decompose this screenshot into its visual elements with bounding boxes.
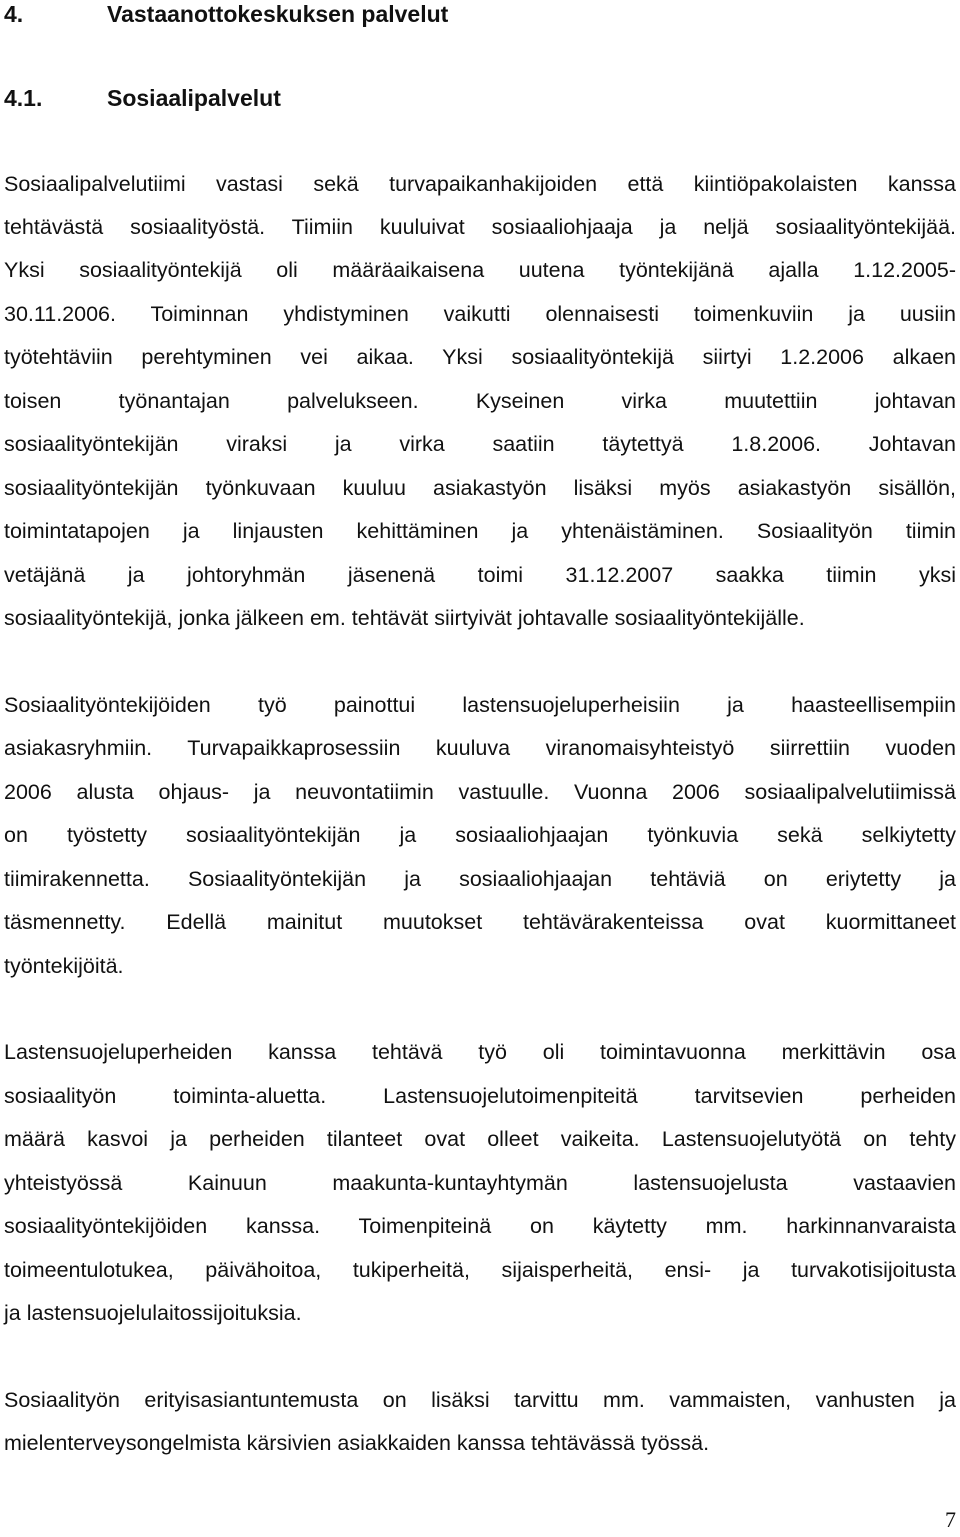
text-line: 2006 alusta ohjaus- ja neuvontatiimin vastuulle. Vuonna 2006 sosiaalipalvelutiimissä <box>4 780 956 804</box>
text-line: vetäjänä ja johtoryhmän jäsenenä toimi 31.12.2007 saakka tiimin yksi <box>4 563 956 587</box>
text-line: sosiaalityön toiminta-aluetta. Lastensuojelutoimenpiteitä tarvitsevien perheiden <box>4 1084 956 1108</box>
section-number: 4.1. <box>4 85 43 111</box>
text-line: työtehtäviin perehtyminen vei aikaa. Yksi sosiaalityöntekijä siirtyi 1.2.2006 alkaen <box>4 345 956 369</box>
text-line: on työstetty sosiaalityöntekijän ja sosiaaliohjaajan työnkuvia sekä selkiytetty <box>4 823 956 847</box>
text-line: toisen työnantajan palvelukseen. Kyseinen virka muutettiin johtavan <box>4 389 956 413</box>
text-line: toimeentulotukea, päivähoitoa, tukiperheitä, sijaisperheitä, ensi- ja turvakotisijoitusta <box>4 1258 956 1282</box>
text-line: sosiaalityöntekijöiden kanssa. Toimenpiteinä on käytetty mm. harkinnanvaraista <box>4 1214 956 1238</box>
text-line: tiimirakennetta. Sosiaalityöntekijän ja sosiaaliohjaajan tehtäviä on eriytetty ja <box>4 867 956 891</box>
section-title: Sosiaalipalvelut <box>107 85 281 111</box>
text-line: toimintatapojen ja linjausten kehittäminen ja yhtenäistäminen. Sosiaalityön tiimin <box>4 519 956 543</box>
chapter-number: 4. <box>4 1 24 27</box>
page-number: 7 <box>945 1507 956 1532</box>
chapter-title: Vastaanottokeskuksen palvelut <box>107 1 449 27</box>
text-line: mielenterveysongelmista kärsivien asiakkaiden kanssa tehtävässä työssä. <box>4 1431 710 1455</box>
text-line: Sosiaalityöntekijöiden työ painottui lastensuojeluperheisiin ja haasteellisempiin <box>4 693 956 717</box>
text-line: yhteistyössä Kainuun maakunta-kuntayhtymän lastensuojelusta vastaavien <box>4 1171 956 1195</box>
text-line: tehtävästä sosiaalityöstä. Tiimiin kuuluivat sosiaaliohjaaja ja neljä sosiaalityöntekijää. <box>4 215 956 239</box>
section-heading <box>4 84 281 112</box>
text-line: Sosiaalipalvelutiimi vastasi sekä turvapaikanhakijoiden että kiintiöpakolaisten kanssa <box>4 172 956 196</box>
text-line: sosiaalityöntekijän työnkuvaan kuuluu asiakastyön lisäksi myös asiakastyön sisällön, <box>4 476 956 500</box>
text-line: täsmennetty. Edellä mainitut muutokset tehtävärakenteissa ovat kuormittaneet <box>4 910 956 934</box>
text-line: sosiaalityöntekijän viraksi ja virka saatiin täytettyä 1.8.2006. Johtavan <box>4 432 956 456</box>
chapter-heading <box>4 0 449 28</box>
text-line: 30.11.2006. Toiminnan yhdistyminen vaikutti olennaisesti toimenkuviin ja uusiin <box>4 302 956 326</box>
text-line: Yksi sosiaalityöntekijä oli määräaikaisena uutena työntekijänä ajalla 1.12.2005- <box>4 258 956 282</box>
text-line: työntekijöitä. <box>4 954 124 978</box>
text-line: sosiaalityöntekijä, jonka jälkeen em. tehtävät siirtyivät johtavalle sosiaalityöntekijälle. <box>4 606 805 630</box>
text-line: Lastensuojeluperheiden kanssa tehtävä työ oli toimintavuonna merkittävin osa <box>4 1040 956 1064</box>
text-line: asiakasryhmiin. Turvapaikkaprosessiin kuuluva viranomaisyhteistyö siirrettiin vuoden <box>4 736 956 760</box>
text-line: ja lastensuojelulaitossijoituksia. <box>4 1301 302 1325</box>
text-line: Sosiaalityön erityisasiantuntemusta on lisäksi tarvittu mm. vammaisten, vanhusten ja <box>4 1388 956 1412</box>
text-line: määrä kasvoi ja perheiden tilanteet ovat olleet vaikeita. Lastensuojelutyötä on tehty <box>4 1127 956 1151</box>
